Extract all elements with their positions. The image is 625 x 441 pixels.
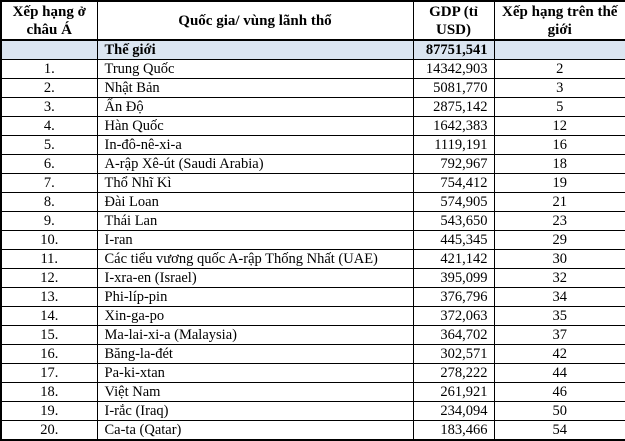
table-row [1,307,625,326]
country-cell: In-đô-nê-xi-a [97,136,413,155]
header-gdp: GDP (tỉ USD) [413,1,494,40]
country-cell: Băng-la-đét [97,345,413,364]
rank-asia-cell: 18. [1,383,97,402]
rank-world-cell: 12 [494,117,625,136]
rank-asia-cell: 19. [1,402,97,421]
country-cell: Trung Quốc [97,60,413,79]
world-rank-asia-cell [1,40,97,60]
table-body [1,40,625,440]
gdp-cell: 278,222 [413,364,494,383]
gdp-cell: 1119,191 [413,136,494,155]
rank-asia-cell: 20. [1,421,97,441]
gdp-cell: 302,571 [413,345,494,364]
rank-asia-cell: 14. [1,307,97,326]
table-row [1,383,625,402]
gdp-cell: 2875,142 [413,98,494,117]
rank-asia-cell: 8. [1,193,97,212]
rank-world-cell: 35 [494,307,625,326]
table-row [1,98,625,117]
table-row [1,60,625,79]
gdp-cell: 792,967 [413,155,494,174]
table-row [1,117,625,136]
table-row [1,231,625,250]
rank-world-cell: 42 [494,345,625,364]
country-cell: Nhật Bản [97,79,413,98]
rank-asia-cell: 9. [1,212,97,231]
table-row [1,345,625,364]
table-row [1,174,625,193]
rank-asia-cell: 16. [1,345,97,364]
country-cell: Ấn Độ [97,98,413,117]
rank-world-cell: 18 [494,155,625,174]
table-row [1,421,625,441]
table-row [1,212,625,231]
country-cell: A-rập Xê-út (Saudi Arabia) [97,155,413,174]
country-cell: Đài Loan [97,193,413,212]
rank-world-cell: 23 [494,212,625,231]
world-rank-world-cell [494,40,625,60]
rank-asia-cell: 3. [1,98,97,117]
rank-asia-cell: 13. [1,288,97,307]
rank-asia-cell: 12. [1,269,97,288]
rank-asia-cell: 7. [1,174,97,193]
header-country: Quốc gia/ vùng lãnh thổ [97,1,413,40]
rank-asia-cell: 4. [1,117,97,136]
rank-asia-cell: 1. [1,60,97,79]
rank-world-cell: 19 [494,174,625,193]
country-cell: Ca-ta (Qatar) [97,421,413,441]
rank-asia-cell: 10. [1,231,97,250]
rank-world-cell: 30 [494,250,625,269]
country-cell: Các tiểu vương quốc A-rập Thống Nhất (UAE) [97,250,413,269]
gdp-cell: 183,466 [413,421,494,441]
gdp-cell: 1642,383 [413,117,494,136]
gdp-cell: 421,142 [413,250,494,269]
country-cell: Xin-ga-po [97,307,413,326]
country-cell: Hàn Quốc [97,117,413,136]
country-cell: Phi-líp-pin [97,288,413,307]
gdp-cell: 5081,770 [413,79,494,98]
rank-world-cell: 21 [494,193,625,212]
table-row [1,193,625,212]
gdp-cell: 395,099 [413,269,494,288]
rank-world-cell: 2 [494,60,625,79]
world-gdp-cell: 87751,541 [413,40,494,60]
gdp-cell: 754,412 [413,174,494,193]
gdp-cell: 574,905 [413,193,494,212]
rank-world-cell: 29 [494,231,625,250]
rank-world-cell: 3 [494,79,625,98]
rank-world-cell: 54 [494,421,625,441]
gdp-cell: 14342,903 [413,60,494,79]
world-total-row [1,40,625,60]
gdp-cell: 364,702 [413,326,494,345]
rank-asia-cell: 6. [1,155,97,174]
table-row [1,269,625,288]
header-rank-world: Xếp hạng trên thế giới [494,1,625,40]
rank-asia-cell: 5. [1,136,97,155]
table-row [1,136,625,155]
rank-world-cell: 34 [494,288,625,307]
table-row [1,326,625,345]
header-row [1,1,625,40]
table-row [1,250,625,269]
table-row [1,288,625,307]
table-row [1,364,625,383]
gdp-cell: 372,063 [413,307,494,326]
rank-asia-cell: 11. [1,250,97,269]
country-cell: Pa-ki-xtan [97,364,413,383]
rank-world-cell: 50 [494,402,625,421]
world-name-cell: Thế giới [97,40,413,60]
country-cell: I-xra-en (Israel) [97,269,413,288]
rank-asia-cell: 2. [1,79,97,98]
header-rank-asia: Xếp hạng ở châu Á [1,1,97,40]
gdp-cell: 261,921 [413,383,494,402]
rank-world-cell: 16 [494,136,625,155]
table-row [1,402,625,421]
table-row [1,79,625,98]
country-cell: Thái Lan [97,212,413,231]
country-cell: Ma-lai-xi-a (Malaysia) [97,326,413,345]
country-cell: I-ran [97,231,413,250]
gdp-cell: 234,094 [413,402,494,421]
table-row [1,155,625,174]
rank-world-cell: 5 [494,98,625,117]
rank-world-cell: 46 [494,383,625,402]
rank-asia-cell: 15. [1,326,97,345]
country-cell: I-rắc (Iraq) [97,402,413,421]
rank-world-cell: 37 [494,326,625,345]
country-cell: Việt Nam [97,383,413,402]
rank-world-cell: 32 [494,269,625,288]
rank-world-cell: 44 [494,364,625,383]
country-cell: Thổ Nhĩ Kì [97,174,413,193]
rank-asia-cell: 17. [1,364,97,383]
gdp-cell: 445,345 [413,231,494,250]
gdp-cell: 543,650 [413,212,494,231]
gdp-cell: 376,796 [413,288,494,307]
